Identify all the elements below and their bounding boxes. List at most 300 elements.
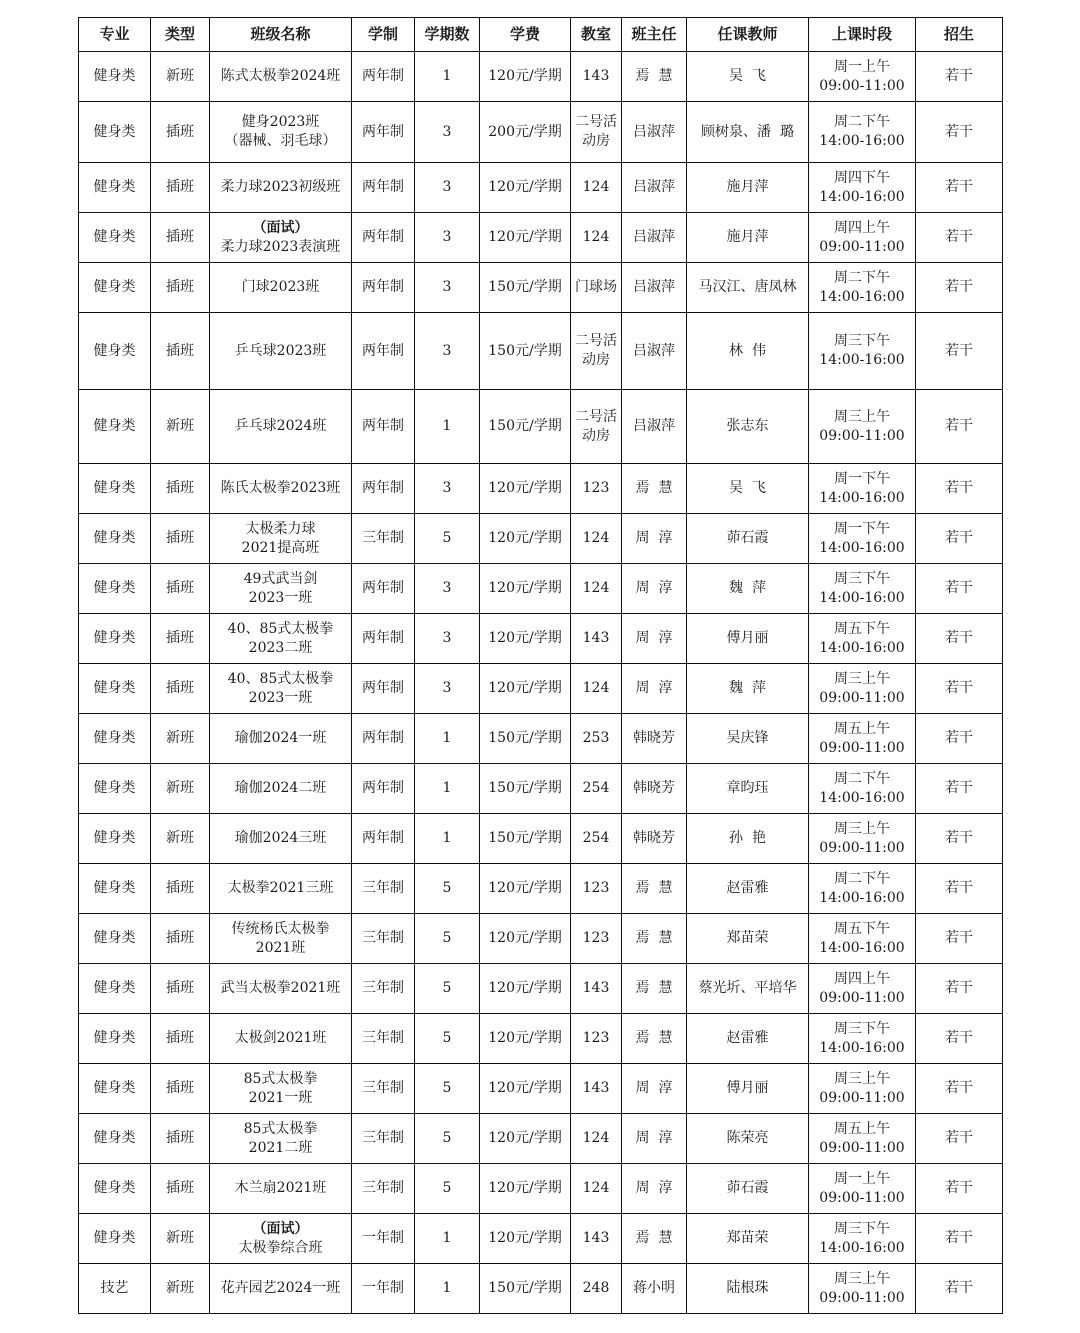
major-cell: 健身类 (79, 564, 151, 614)
enroll-cell: 若干 (916, 102, 1003, 163)
system-cell: 两年制 (352, 564, 415, 614)
time-cell (809, 1264, 916, 1314)
class-name-cell-line: 太极拳2021三班 (227, 880, 334, 896)
table-row (79, 263, 1003, 313)
room-cell (571, 390, 622, 464)
time-cell-line: 周五下午 (834, 620, 890, 637)
enroll-cell: 若干 (916, 564, 1003, 614)
time-cell-line: 09:00-11:00 (819, 238, 905, 255)
room-cell-line: 143 (582, 68, 610, 84)
enroll-cell: 若干 (916, 764, 1003, 814)
head-teacher-cell: 周 淳 (622, 614, 687, 664)
time-cell-line: 14:00-16:00 (819, 352, 905, 368)
teacher-cell: 施月萍 (687, 213, 809, 263)
head-teacher-cell: 吕淑萍 (622, 390, 687, 464)
type-cell: 插班 (151, 1114, 210, 1164)
time-cell-line: 09:00-11:00 (819, 989, 905, 1006)
room-cell-line: 143 (582, 980, 610, 996)
class-name-cell-line: 40、85式太极拳 (227, 620, 334, 637)
terms-cell: 5 (415, 514, 480, 564)
terms-cell: 5 (415, 1014, 480, 1064)
time-cell-line: 周二下午 (834, 269, 890, 286)
class-name-cell (210, 814, 352, 864)
room-cell-line: 二号活 (575, 333, 617, 349)
major-cell: 健身类 (79, 390, 151, 464)
room-cell (571, 914, 622, 964)
major-cell: 健身类 (79, 263, 151, 313)
class-name-cell (210, 664, 352, 714)
time-cell (809, 263, 916, 313)
fee-cell: 150元/学期 (480, 263, 571, 313)
system-cell: 两年制 (352, 764, 415, 814)
time-cell-line: 09:00-11:00 (819, 1089, 905, 1106)
time-cell-line: 周三上午 (834, 1070, 890, 1087)
type-cell: 新班 (151, 1264, 210, 1314)
type-cell: 新班 (151, 1214, 210, 1264)
enroll-cell: 若干 (916, 664, 1003, 714)
header-enroll: 招生 (916, 18, 1003, 52)
system-cell: 两年制 (352, 213, 415, 263)
time-cell (809, 102, 916, 163)
teacher-cell: 魏 萍 (687, 664, 809, 714)
room-cell-line: 124 (582, 680, 610, 696)
header-fee: 学费 (480, 18, 571, 52)
room-cell (571, 1114, 622, 1164)
type-cell: 插班 (151, 914, 210, 964)
class-name-cell (210, 1014, 352, 1064)
system-cell: 两年制 (352, 614, 415, 664)
class-name-cell (210, 564, 352, 614)
class-name-cell-line: 2023一班 (248, 689, 313, 706)
room-cell (571, 1014, 622, 1064)
header-time: 上课时段 (809, 18, 916, 52)
teacher-cell: 傅月丽 (687, 614, 809, 664)
room-cell (571, 1064, 622, 1114)
time-cell-line: 14:00-16:00 (819, 288, 905, 305)
room-cell (571, 464, 622, 514)
time-cell (809, 964, 916, 1014)
time-cell (809, 864, 916, 914)
class-name-cell-line: 乒乓球2023班 (234, 342, 327, 359)
terms-cell: 3 (415, 163, 480, 213)
enroll-cell: 若干 (916, 1114, 1003, 1164)
time-cell-line: 09:00-11:00 (819, 1139, 905, 1156)
room-cell-line: 253 (582, 730, 610, 746)
class-name-cell-line: 瑜伽2024三班 (234, 830, 327, 846)
class-name-cell-line: 瑜伽2024一班 (234, 730, 327, 746)
header-type: 类型 (151, 18, 210, 52)
room-cell (571, 1164, 622, 1214)
room-cell-line: 123 (582, 880, 610, 896)
type-cell: 新班 (151, 764, 210, 814)
room-cell (571, 564, 622, 614)
major-cell: 健身类 (79, 102, 151, 163)
class-name-cell-line: 太极拳综合班 (238, 1239, 323, 1256)
fee-cell: 120元/学期 (480, 464, 571, 514)
fee-cell: 120元/学期 (480, 1214, 571, 1264)
room-cell (571, 163, 622, 213)
time-cell-line: 14:00-16:00 (819, 939, 905, 956)
enroll-cell: 若干 (916, 914, 1003, 964)
type-cell: 插班 (151, 1014, 210, 1064)
enroll-cell: 若干 (916, 213, 1003, 263)
table-row (79, 664, 1003, 714)
system-cell: 两年制 (352, 313, 415, 390)
enroll-cell: 若干 (916, 614, 1003, 664)
room-cell-line: 123 (582, 480, 610, 496)
fee-cell: 150元/学期 (480, 1264, 571, 1314)
class-name-cell-line: 85式太极拳 (243, 1120, 318, 1137)
time-cell-line: 09:00-11:00 (819, 427, 905, 444)
head-teacher-cell: 周 淳 (622, 514, 687, 564)
head-teacher-cell: 韩晓芳 (622, 814, 687, 864)
room-cell-line: 124 (582, 1130, 610, 1146)
class-name-cell-line: 健身2023班 (241, 114, 320, 130)
major-cell: 健身类 (79, 914, 151, 964)
terms-cell: 3 (415, 102, 480, 163)
class-name-cell-line: 2023二班 (248, 639, 313, 656)
time-cell-line: 周四下午 (834, 169, 890, 186)
time-cell (809, 163, 916, 213)
class-name-cell (210, 914, 352, 964)
system-cell: 三年制 (352, 1014, 415, 1064)
head-teacher-cell: 蒋小明 (622, 1264, 687, 1314)
time-cell-line: 09:00-11:00 (819, 1289, 905, 1306)
head-teacher-cell: 吕淑萍 (622, 313, 687, 390)
terms-cell: 1 (415, 1214, 480, 1264)
enroll-cell: 若干 (916, 514, 1003, 564)
type-cell: 新班 (151, 814, 210, 864)
table-row (79, 564, 1003, 614)
time-cell (809, 714, 916, 764)
system-cell: 两年制 (352, 390, 415, 464)
table-row (79, 464, 1003, 514)
system-cell: 两年制 (352, 163, 415, 213)
class-name-cell-line: 武当太极拳2021班 (220, 980, 341, 996)
room-cell-line: 124 (582, 530, 610, 546)
class-name-cell (210, 263, 352, 313)
terms-cell: 1 (415, 814, 480, 864)
system-cell: 一年制 (352, 1264, 415, 1314)
time-cell-line: 周一上午 (834, 58, 890, 75)
class-name-cell (210, 1214, 352, 1264)
system-cell: 三年制 (352, 964, 415, 1014)
terms-cell: 3 (415, 313, 480, 390)
table-row (79, 714, 1003, 764)
fee-cell: 120元/学期 (480, 1064, 571, 1114)
class-name-cell (210, 614, 352, 664)
fee-cell: 200元/学期 (480, 102, 571, 163)
head-teacher-cell: 周 淳 (622, 664, 687, 714)
system-cell: 两年制 (352, 52, 415, 102)
class-name-cell-line: 陈氏太极拳2023班 (220, 480, 341, 496)
terms-cell: 5 (415, 964, 480, 1014)
time-cell-line: 周四上午 (834, 970, 890, 987)
system-cell: 一年制 (352, 1214, 415, 1264)
head-teacher-cell: 焉 慧 (622, 864, 687, 914)
time-cell-line: 周三上午 (834, 670, 890, 687)
table-row (79, 52, 1003, 102)
major-cell: 健身类 (79, 864, 151, 914)
time-cell-line: 周三上午 (834, 408, 890, 425)
time-cell-line: 周三上午 (834, 820, 890, 837)
teacher-cell: 魏 萍 (687, 564, 809, 614)
fee-cell: 120元/学期 (480, 1164, 571, 1214)
time-cell-line: 周一上午 (834, 1170, 890, 1187)
time-cell-line: 周二下午 (834, 770, 890, 787)
time-cell (809, 1214, 916, 1264)
system-cell: 两年制 (352, 102, 415, 163)
fee-cell: 120元/学期 (480, 864, 571, 914)
terms-cell: 1 (415, 52, 480, 102)
interview-note: （面试） (252, 1220, 309, 1237)
table-row (79, 1214, 1003, 1264)
fee-cell: 150元/学期 (480, 814, 571, 864)
type-cell: 插班 (151, 1064, 210, 1114)
room-cell (571, 764, 622, 814)
class-name-cell (210, 514, 352, 564)
class-name-cell-line: 85式太极拳 (243, 1070, 318, 1087)
time-cell-line: 周三下午 (834, 1220, 890, 1237)
terms-cell: 5 (415, 864, 480, 914)
time-cell-line: 14:00-16:00 (819, 639, 905, 656)
major-cell: 健身类 (79, 614, 151, 664)
time-cell (809, 914, 916, 964)
fee-cell: 120元/学期 (480, 614, 571, 664)
time-cell-line: 14:00-16:00 (819, 1239, 905, 1256)
time-cell-line: 周五上午 (834, 1120, 890, 1137)
header-room: 教室 (571, 18, 622, 52)
teacher-cell: 孙 艳 (687, 814, 809, 864)
head-teacher-cell: 焉 慧 (622, 914, 687, 964)
fee-cell: 120元/学期 (480, 964, 571, 1014)
class-name-cell-line: 太极柔力球 (245, 520, 316, 537)
system-cell: 三年制 (352, 1064, 415, 1114)
head-teacher-cell: 焉 慧 (622, 52, 687, 102)
time-cell (809, 1114, 916, 1164)
time-cell-line: 14:00-16:00 (819, 589, 905, 606)
teacher-cell: 吴 飞 (687, 464, 809, 514)
major-cell: 健身类 (79, 163, 151, 213)
teacher-cell: 顾树泉、潘 璐 (687, 102, 809, 163)
system-cell: 三年制 (352, 914, 415, 964)
type-cell: 新班 (151, 390, 210, 464)
head-teacher-cell: 周 淳 (622, 1064, 687, 1114)
terms-cell: 3 (415, 213, 480, 263)
class-name-cell-line: 花卉园艺2024一班 (220, 1280, 341, 1296)
room-cell-line: 124 (582, 179, 610, 195)
table-row (79, 814, 1003, 864)
room-cell (571, 213, 622, 263)
type-cell: 插班 (151, 614, 210, 664)
time-cell (809, 764, 916, 814)
major-cell: 技艺 (79, 1264, 151, 1314)
head-teacher-cell: 焉 慧 (622, 1214, 687, 1264)
room-cell-line: 124 (582, 580, 610, 596)
major-cell: 健身类 (79, 464, 151, 514)
class-name-cell-line: 2021班 (255, 939, 306, 956)
fee-cell: 150元/学期 (480, 764, 571, 814)
time-cell (809, 1164, 916, 1214)
teacher-cell: 章昀珏 (687, 764, 809, 814)
room-cell-line: 143 (582, 1080, 610, 1096)
table-row (79, 163, 1003, 213)
header-system: 学制 (352, 18, 415, 52)
fee-cell: 150元/学期 (480, 390, 571, 464)
room-cell-line: 143 (582, 630, 610, 646)
time-cell-line: 09:00-11:00 (819, 689, 905, 706)
terms-cell: 1 (415, 714, 480, 764)
teacher-cell: 陈荣亮 (687, 1114, 809, 1164)
time-cell-line: 09:00-11:00 (819, 839, 905, 856)
head-teacher-cell: 周 淳 (622, 1114, 687, 1164)
type-cell: 插班 (151, 964, 210, 1014)
terms-cell: 5 (415, 1164, 480, 1214)
time-cell-line: 14:00-16:00 (819, 889, 905, 906)
room-cell-line: 门球场 (575, 279, 617, 295)
head-teacher-cell: 周 淳 (622, 1164, 687, 1214)
header-teacher: 任课教师 (687, 18, 809, 52)
class-name-cell-line: 2021一班 (248, 1089, 313, 1106)
enroll-cell: 若干 (916, 163, 1003, 213)
teacher-cell: 茆石霞 (687, 1164, 809, 1214)
class-name-cell (210, 102, 352, 163)
type-cell: 插班 (151, 864, 210, 914)
room-cell-line: 二号活 (575, 408, 617, 425)
room-cell-line: 动房 (582, 133, 610, 149)
time-cell-line: 周一下午 (834, 520, 890, 537)
room-cell (571, 814, 622, 864)
terms-cell: 3 (415, 614, 480, 664)
type-cell: 插班 (151, 514, 210, 564)
terms-cell: 1 (415, 1264, 480, 1314)
class-name-cell-line: 太极剑2021班 (234, 1030, 327, 1046)
time-cell (809, 390, 916, 464)
class-name-cell-line: 2021二班 (248, 1139, 313, 1156)
terms-cell: 5 (415, 1114, 480, 1164)
time-cell (809, 1014, 916, 1064)
class-name-cell-line: 乒乓球2024班 (234, 418, 327, 434)
enroll-cell: 若干 (916, 964, 1003, 1014)
head-teacher-cell: 吕淑萍 (622, 102, 687, 163)
time-cell (809, 614, 916, 664)
teacher-cell: 马汉江、唐凤林 (687, 263, 809, 313)
terms-cell: 1 (415, 390, 480, 464)
time-cell-line: 09:00-11:00 (819, 739, 905, 756)
class-name-cell-line: 2021提高班 (241, 539, 320, 556)
class-name-cell-line: 门球2023班 (241, 279, 320, 295)
teacher-cell: 郑苗荣 (687, 1214, 809, 1264)
fee-cell: 120元/学期 (480, 1114, 571, 1164)
room-cell (571, 1214, 622, 1264)
class-name-cell-line: 2023一班 (248, 589, 313, 606)
room-cell-line: 254 (582, 780, 610, 796)
teacher-cell: 施月萍 (687, 163, 809, 213)
table-row (79, 390, 1003, 464)
room-cell (571, 714, 622, 764)
head-teacher-cell: 焉 慧 (622, 1014, 687, 1064)
type-cell: 插班 (151, 464, 210, 514)
enroll-cell: 若干 (916, 390, 1003, 464)
enroll-cell: 若干 (916, 814, 1003, 864)
table-row (79, 914, 1003, 964)
room-cell (571, 1264, 622, 1314)
class-name-cell-line: 柔力球2023初级班 (220, 179, 341, 195)
fee-cell: 120元/学期 (480, 163, 571, 213)
time-cell-line: 14:00-16:00 (819, 188, 905, 205)
room-cell-line: 123 (582, 1030, 610, 1046)
class-name-cell (210, 52, 352, 102)
time-cell-line: 09:00-11:00 (819, 1189, 905, 1206)
type-cell: 新班 (151, 714, 210, 764)
table-row (79, 1064, 1003, 1114)
room-cell (571, 263, 622, 313)
time-cell-line: 周二下午 (834, 114, 890, 130)
class-name-cell (210, 1064, 352, 1114)
time-cell (809, 564, 916, 614)
class-name-cell (210, 390, 352, 464)
teacher-cell: 茆石霞 (687, 514, 809, 564)
teacher-cell: 傅月丽 (687, 1064, 809, 1114)
class-name-cell-line: （器械、羽毛球） (224, 133, 337, 149)
header-head-teacher: 班主任 (622, 18, 687, 52)
table-row (79, 514, 1003, 564)
enroll-cell: 若干 (916, 313, 1003, 390)
fee-cell: 120元/学期 (480, 514, 571, 564)
teacher-cell: 林 伟 (687, 313, 809, 390)
system-cell: 两年制 (352, 464, 415, 514)
system-cell: 三年制 (352, 514, 415, 564)
time-cell (809, 464, 916, 514)
time-cell (809, 814, 916, 864)
time-cell (809, 664, 916, 714)
major-cell: 健身类 (79, 1114, 151, 1164)
fee-cell: 120元/学期 (480, 914, 571, 964)
head-teacher-cell: 吕淑萍 (622, 213, 687, 263)
time-cell-line: 周三上午 (834, 1270, 890, 1287)
time-cell-line: 14:00-16:00 (819, 789, 905, 806)
class-name-cell-line: 传统杨氏太极拳 (231, 920, 330, 937)
time-cell (809, 313, 916, 390)
class-name-cell (210, 1114, 352, 1164)
fee-cell: 120元/学期 (480, 52, 571, 102)
class-name-cell (210, 864, 352, 914)
class-name-cell (210, 163, 352, 213)
time-cell-line: 09:00-11:00 (819, 77, 905, 94)
major-cell: 健身类 (79, 664, 151, 714)
time-cell (809, 52, 916, 102)
room-cell (571, 664, 622, 714)
head-teacher-cell: 吕淑萍 (622, 263, 687, 313)
header-row (79, 18, 1003, 52)
class-name-cell-line: 49式武当剑 (243, 570, 318, 587)
enroll-cell: 若干 (916, 1014, 1003, 1064)
room-cell-line: 动房 (582, 352, 610, 368)
head-teacher-cell: 韩晓芳 (622, 714, 687, 764)
enroll-cell: 若干 (916, 263, 1003, 313)
fee-cell: 150元/学期 (480, 714, 571, 764)
time-cell-line: 14:00-16:00 (819, 1039, 905, 1056)
room-cell-line: 124 (582, 1180, 610, 1196)
teacher-cell: 蔡光圻、平培华 (687, 964, 809, 1014)
fee-cell: 120元/学期 (480, 213, 571, 263)
terms-cell: 5 (415, 914, 480, 964)
teacher-cell: 赵雷雅 (687, 1014, 809, 1064)
header-class-name: 班级名称 (210, 18, 352, 52)
room-cell-line: 动房 (582, 427, 610, 444)
table-row (79, 102, 1003, 163)
room-cell (571, 313, 622, 390)
